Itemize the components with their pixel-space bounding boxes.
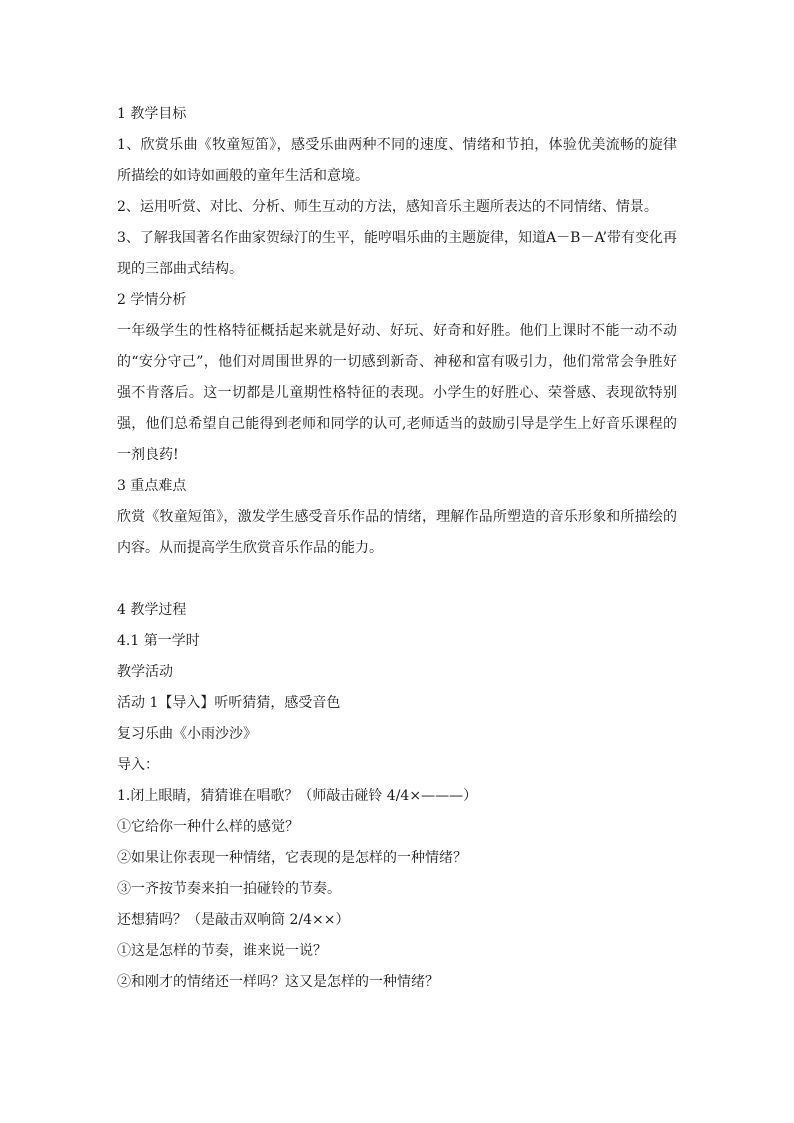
activity-1-title: 活动 1【导入】听听猜猜，感受音色 [117, 695, 341, 711]
guess-again-line: 还想猜吗？（是敲击双响筒 2/4××） [117, 912, 350, 928]
goal-item-1: 1、欣赏乐曲《牧童短笛》，感受乐曲两种不同的速度、情绪和节拍，体验优美流畅的旋律所描绘的如诗如画般的童年生活和意境。 [117, 137, 677, 184]
section-heading-process: 4 教学过程 [117, 602, 187, 618]
question-4: ①这是怎样的节奏，谁来说一说？ [117, 943, 327, 959]
question-1: ①它给你一种什么样的感觉？ [117, 819, 299, 835]
activity-title: 教学活动 [117, 664, 173, 680]
intro-label: 导入： [117, 757, 159, 773]
section-heading-analysis: 2 学情分析 [117, 292, 187, 308]
section-heading-difficulties: 3 重点难点 [117, 478, 187, 494]
question-5: ②和刚才的情绪还一样吗？这又是怎样的一种情绪？ [117, 974, 439, 990]
difficulties-paragraph: 欣赏《牧童短笛》，激发学生感受音乐作品的情绪，理解作品所塑造的音乐形象和所描绘的内容。从而提高学生欣赏音乐作品的能力。 [117, 509, 677, 556]
lesson-heading: 4.1 第一学时 [117, 633, 200, 649]
question-3: ③一齐按节奏来拍一拍碰铃的节奏。 [117, 881, 341, 897]
review-line: 复习乐曲《小雨沙沙》 [117, 726, 257, 742]
step-1: 1.闭上眼睛，猜猜谁在唱歌？（师敲击碰铃 4/4×———） [117, 788, 478, 804]
document-page [117, 99, 677, 998]
blank-line [117, 564, 677, 595]
goal-item-2: 2、运用听赏、对比、分析、师生互动的方法，感知音乐主题所表达的不同情绪、情景。 [117, 199, 658, 215]
section-heading-goals: 1 教学目标 [117, 106, 187, 122]
question-2: ②如果让你表现一种情绪，它表现的是怎样的一种情绪？ [117, 850, 467, 866]
goal-item-3: 3、了解我国著名作曲家贺绿汀的生平，能哼唱乐曲的主题旋律，知道A－B－A’带有变化再现的三部曲式结构。 [117, 230, 677, 277]
analysis-paragraph: 一年级学生的性格特征概括起来就是好动、好玩、好奇和好胜。他们上课时不能一动不动的“安分守己”，他们对周围世界的一切感到新奇、神秘和富有吸引力，他们常常会争胜好强不肯落后。这一切都是儿童期性格特征的表现。小学生的好胜心、荣誉感、表现欲特别强，他们总希望自己能得到老师和同学的认可,老师适当的鼓励引导是学生上好音乐课程的一剂良药! [117, 323, 677, 463]
